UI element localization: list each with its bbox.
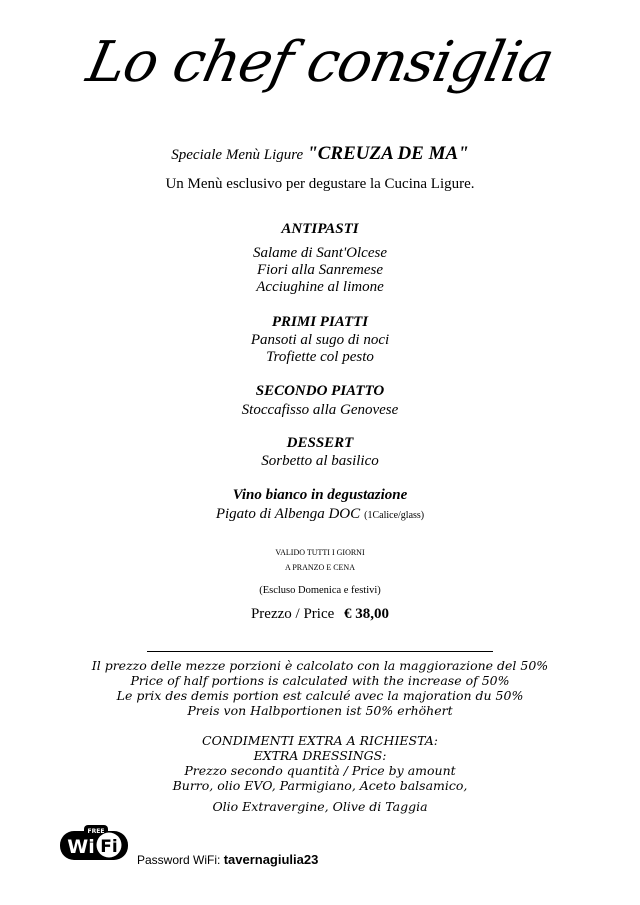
price-value: € 38,00 <box>344 606 390 622</box>
half-portion-note: Price of half portions is calculated with the increase of 50% <box>130 673 510 688</box>
half-portion-note: Le prix des demis portion est calculé avec la majoration du 50% <box>116 688 524 703</box>
course-title: PRIMI PIATTI <box>271 314 369 330</box>
divider <box>147 651 493 652</box>
condiments-line: Burro, olio EVO, Parmigiano, Aceto balsamico, <box>172 778 468 793</box>
special-menu-heading <box>0 143 640 165</box>
course-title: SECONDO PIATTO <box>255 383 385 399</box>
wifi-label: Password WiFi: <box>137 853 221 867</box>
course-item: Acciughine al limone <box>256 279 384 295</box>
course-title: ANTIPASTI <box>281 221 359 237</box>
wifi-password-line <box>137 852 318 867</box>
wifi-password: tavernagiulia23 <box>223 852 319 867</box>
condiments-line: CONDIMENTI EXTRA A RICHIESTA: <box>202 733 438 748</box>
wine-title: Vino bianco in degustazione <box>232 487 408 503</box>
wine-note: (1Calice/glass) <box>364 510 425 521</box>
special-menu-name: "CREUZA DE MA" <box>307 143 469 164</box>
special-menu-tagline: Un Menù esclusivo per degustare la Cucina Ligure. <box>165 176 475 192</box>
half-portion-note: Preis von Halbportionen ist 50% erhöhert <box>187 703 453 718</box>
price-label: Prezzo / Price <box>250 606 335 622</box>
course-item: Fiori alla Sanremese <box>256 262 384 278</box>
wine-name: Pigato di Albenga DOC <box>215 506 361 522</box>
course-item: Trofiette col pesto <box>266 349 374 365</box>
wifi-logo-free: FREE <box>87 828 105 835</box>
price-line <box>0 606 640 623</box>
wifi-logo-fi: Fi <box>100 837 118 857</box>
course-item: Pansoti al sugo di noci <box>250 332 390 348</box>
course-item: Sorbetto al basilico <box>261 453 379 469</box>
wine-line <box>0 505 640 523</box>
condiments-line: Prezzo secondo quantità / Price by amount <box>184 763 456 778</box>
wifi-logo-wi: Wi <box>67 836 95 858</box>
half-portion-note: Il prezzo delle mezze porzioni è calcolato con la maggiorazione del 50% <box>91 658 549 673</box>
course-item: Stoccafisso alla Genovese <box>241 402 399 418</box>
course-item: Salame di Sant'Olcese <box>252 245 387 261</box>
validity-exclusion: (Escluso Domenica e festivi) <box>259 585 381 596</box>
validity-line-1: VALIDO TUTTI I GIORNI <box>275 548 365 557</box>
wifi-logo-icon <box>58 824 130 862</box>
condiments-line: EXTRA DRESSINGS: <box>253 748 387 763</box>
special-menu-prefix: Speciale Menù Ligure <box>171 147 304 163</box>
condiments-line: Olio Extravergine, Olive di Taggia <box>212 799 428 814</box>
page-title: Lo chef consiglia <box>81 30 559 95</box>
course-title: DESSERT <box>286 435 354 451</box>
validity-line-2: A PRANZO E CENA <box>284 563 355 572</box>
